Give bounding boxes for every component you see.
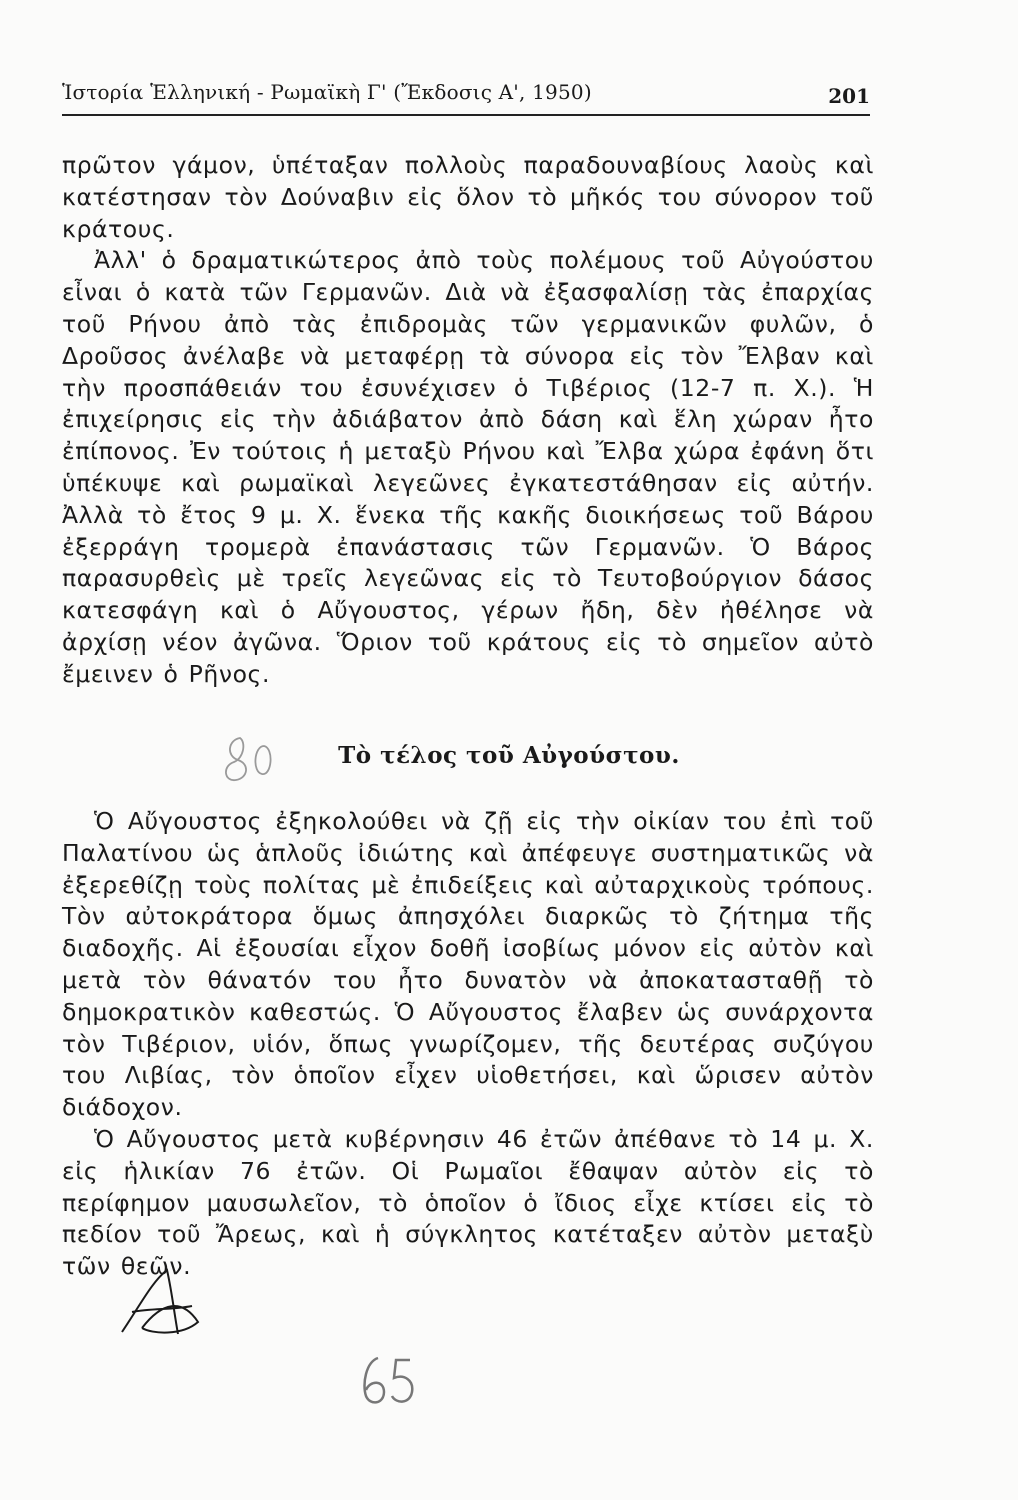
handwritten-note-65 xyxy=(352,1350,422,1410)
paragraph: πρῶτον γάμον, ὑπέταξαν πολλοὺς παραδουναβίους λαοὺς καὶ κατέστησαν τὸν Δούναβιν εἰς ὅλον τὸ μῆκός του σύνορον τοῦ κράτους. xyxy=(62,151,874,243)
page-number: 201 xyxy=(828,84,870,108)
text-block-top xyxy=(62,150,874,691)
paragraph: Ὁ Αὔγουστος ἐξηκολούθει νὰ ζῇ εἰς τὴν οἰκίαν του ἐπὶ τοῦ Παλατίνου ὡς ἁπλοῦς ἰδιώτης καὶ ἀπέφευγε συστηματικῶς νὰ ἐξερεθίζῃ τοὺς πολίτας μὲ ἐπιδείξεις καὶ αὐταρχικοὺς τρόπους. Τὸν αὐτοκράτορα ὅμως ἀπησχόλει διαρκῶς τὸ ζήτημα τῆς διαδοχῆς. Αἱ ἐξουσίαι εἶχον δοθῆ ἰσοβίως μόνον εἰς αὐτὸν καὶ μετὰ τὸν θάνατόν του ἦτο δυνατὸν νὰ ἀποκατασταθῇ τὸ δημοκρατικὸν καθεστώς. Ὁ Αὔγουστος ἔλαβεν ὡς συνάρχοντα τὸν Τιβέριον, υἱόν, ὅπως γνωρίζομεν, τῆς δευτέρας συζύγου του Λιβίας, τὸν ὁποῖον εἶχεν υἱοθετήσει, καὶ ὥρισεν αὐτὸν διάδοχον. xyxy=(62,807,874,1122)
header-title: Ἱστορία Ἑλληνική - Ρωμαϊκὴ Γ' (Ἔκδοσις Α', 1950) xyxy=(62,80,592,104)
paragraph: Ἀλλ' ὁ δραματικώτερος ἀπὸ τοὺς πολέμους τοῦ Αὐγούστου εἶναι ὁ κατὰ τῶν Γερμανῶν. Διὰ νὰ ἐξασφαλίσῃ τὰς ἐπαρχίας τοῦ Ρήνου ἀπὸ τὰς ἐπιδρομὰς τῶν γερμανικῶν φυλῶν, ὁ Δροῦσος ἀνέλαβε νὰ μεταφέρῃ τὰ σύνορα εἰς τὸν Ἔλβαν καὶ τὴν προσπάθειάν του ἐσυνέχισεν ὁ Τιβέριος (12-7 π. Χ.). Ἡ ἐπιχείρησις εἰς τὴν ἀδιάβατον ἀπὸ δάση καὶ ἕλη χώραν ἦτο ἐπίπονος. Ἐν τούτοις ἡ μεταξὺ Ρήνου καὶ Ἔλβα χώρα ἐφάνη ὅτι ὑπέκυψε καὶ ρωμαϊκαὶ λεγεῶνες ἐγκατεστάθησαν εἰς αὐτήν. Ἀλλὰ τὸ ἔτος 9 μ. Χ. ἕνεκα τῆς κακῆς διοικήσεως τοῦ Βάρου ἐξερράγη τρομερὰ ἐπανάστασις τῶν Γερμανῶν. Ὁ Βάρος παρασυρθεὶς μὲ τρεῖς λεγεῶνας εἰς τὸ Τευτοβούργιον δάσος κατεσφάγη καὶ ὁ Αὔγουστος, γέρων ἤδη, δὲν ἠθέλησε νὰ ἀρχίσῃ νέον ἀγῶνα. Ὅριον τοῦ κράτους εἰς τὸ σημεῖον αὐτὸ ἔμεινεν ὁ Ρῆνος. xyxy=(62,246,874,688)
text-block-bottom xyxy=(62,806,874,1283)
running-header xyxy=(62,74,870,116)
section-heading: Τὸ τέλος τοῦ Αὐγούστου. xyxy=(338,742,680,769)
paragraph: Ὁ Αὔγουστος μετὰ κυβέρνησιν 46 ἐτῶν ἀπέθανε τὸ 14 μ. Χ. εἰς ἡλικίαν 76 ἐτῶν. Οἱ Ρωμαῖοι ἔθαψαν αὐτὸν εἰς τὸ περίφημον μαυσωλεῖον, τὸ ὁποῖον ὁ ἴδιος εἶχε κτίσει εἰς τὸ πεδίον τοῦ Ἄρεως, καὶ ἡ σύγκλητος κατέταξεν αὐτὸν μεταξὺ τῶν θεῶν. xyxy=(62,1124,874,1281)
